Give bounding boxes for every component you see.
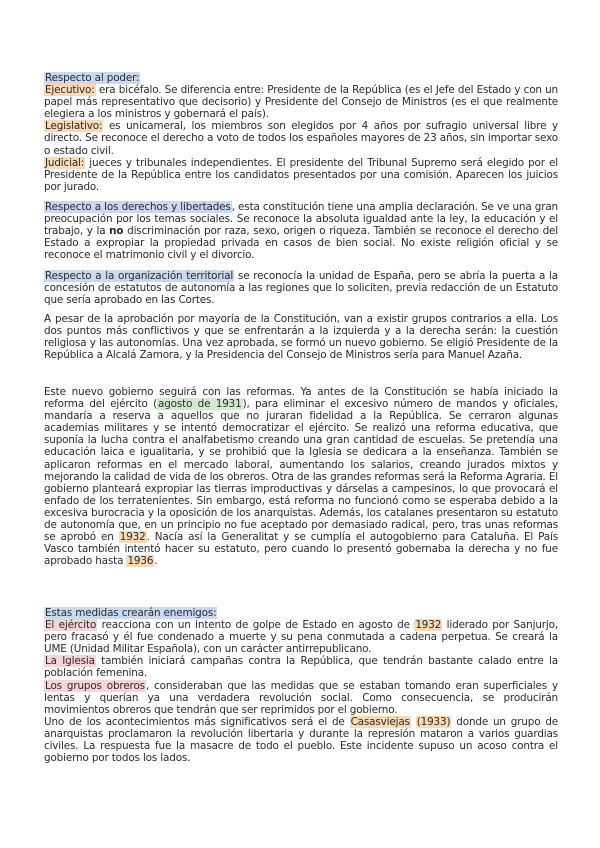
- text-judicial: jueces y tribunales independientes. El presidente del Tribunal Supremo será elegido por el Presidente de la República entre los candidatos presentados por una comisión. Aparecen los juicios por jurado.: [44, 156, 558, 193]
- section-enemies: [44, 607, 558, 764]
- section-territory: [44, 270, 558, 306]
- label-iglesia: La Iglesia: [45, 655, 95, 668]
- text-ejercito-b: liderado por Sanjurjo, pero fracasó y él fue condenado a muerte y su pena conmutada a cadena perpetua. Se creará la UME (Unidad Militar Española), con un carácter antirrepublicano.: [44, 619, 558, 656]
- label-legislativo: Legislativo:: [45, 120, 103, 133]
- section-heading-powers: Respecto al poder:: [45, 72, 140, 84]
- section-rights: [44, 201, 558, 261]
- text-reforms-b: ), para eliminar el excesivo número de mandos y oficiales, mandaría a reserva a aquellos que no juraran fidelidad a la República. Se cerraron algunas academias militares y se intentó democratizar el ejército. Se realizó una reforma educativa, que suponía la lucha contra el analfabetismo creando una gran cantidad de escuelas. Se pretendía una educación laica e igualitaria, y se prohibió que la Iglesia se dedicara a la enseñanza. También se aplicaron reformas en el mercado laboral, aumentando los salarios, creando jurados mixtos y mejorando la calidad de vida de los obreros. Otra de las grandes reformas será la Reforma Agraria. El gobierno planteará expropiar las tierras improductivas y dárselas a campesinos, lo que provocará el enfado de los terratenientes. Sin embargo, está reforma no funcionó como se esperaba debido a la excesiva burocracia y la oposición de los anarquistas. Además, los catalanes presentaron su estatuto de autonomía que, en un principio no fue aceptado por demasiado radical, pero, tras unas reformas se aprobó en: [44, 398, 559, 544]
- text-territorial: se reconocía la unidad de España, pero se abría la puerta a la concesión de estatutos de autonomía a las regiones que lo soliciten, previa redacción de un Estatuto que sería aprobado en las Cortes.: [44, 270, 558, 307]
- text-derechos-b: discriminación por raza, sexo, origen o riqueza. También se reconoce el derecho del Estado a expropiar la propiedad privada en casos de bien social. No existe religión oficial y se reconoce el matrimonio civil y el divorcio.: [44, 225, 559, 262]
- label-obreros: Los grupos obreros: [45, 679, 145, 692]
- label-derechos: Respecto a los derechos y libertades: [45, 201, 231, 213]
- text-derechos-a: , esta constitución tiene una amplia declaración. Se ve una gran preocupación por los temas sociales. Se reconoce la absoluta igualdad ante la ley, la educación y el trabajo, y la: [44, 201, 558, 238]
- text-casas-b: donde un grupo de anarquistas proclamaron la revolución libertaria y durante la represión mataron a varios guardias civiles. La respuesta fue la masacre de todo el pueblo. Este incidente supuso un acoso contra el gobierno por todos los lados.: [44, 715, 559, 765]
- text-legislativo: es unicameral, los miembros son elegidos por 4 años por sufragio universal libre y directo. Se reconoce el derecho a voto de todos los españoles mayores de 23 años, sin importar sexo o estado civil.: [44, 120, 558, 157]
- label-ejercito: El ejército: [45, 619, 97, 632]
- text-derechos-bold: no: [109, 225, 124, 238]
- text-obreros: , consideraban que las medidas que se estaban tomando eran superficiales y lentas y querían ya una verdadera revolución social. Como consecuencia, se producirán movimientos obreros que tendrán que ser reprimidos por el gobierno.: [44, 679, 558, 716]
- paragraph-constitution: A pesar de la aprobación por mayoría de la Constitución, van a existir grupos contrarios a ella. Los dos puntos más conflictivos y que se enfrentarán a la izquierda y a la derecha serán: la cuestión religiosa y las autonomías. Una vez aprobada, se formó un nuevo gobierno. Se eligió Presidente de la República a Alcalá Zamora, y la Presidencia del Consejo de Ministros sería para Manuel Azaña.: [44, 313, 558, 362]
- paragraph-reforms: [44, 386, 558, 567]
- text-casas-a: Uno de los acontecimientos más significativos será el de: [44, 715, 350, 728]
- text-ejercito-a: reacciona con un intento de golpe de Estado en agosto de: [97, 619, 415, 632]
- label-judicial: Judicial:: [45, 156, 85, 169]
- section-heading-enemies: Estas medidas crearán enemigos:: [45, 607, 217, 619]
- text-reforms-c: . Nacía así la Generalitat y se cumplía el autogobierno para Cataluña. El País Vasco también intentó hacer su estatuto, pero cuando lo presentó gobernaba la derecha y no fue aprobado hasta: [44, 531, 558, 568]
- text-reforms-a: Este nuevo gobierno seguirá con las reformas. Ya antes de la Constitución se había iniciado la reforma del ejército (: [44, 386, 558, 411]
- date-agosto-1931: agosto de 1931: [158, 398, 242, 411]
- label-ejecutivo: Ejecutivo:: [45, 84, 95, 97]
- date-1936: 1936: [127, 555, 154, 568]
- date-1932: 1932: [119, 531, 146, 544]
- label-casasviejas: Casasviejas: [350, 715, 410, 728]
- date-1932-golpe: 1932: [415, 619, 442, 632]
- text-ejecutivo: era bicéfalo. Se diferencia entre: Presidente de la República (es el Jefe del Estado y con un papel más representativo que decisorio) y Presidente del Consejo de Ministros (es el que realmente elegiera a los ministros y gobernará el país).: [44, 84, 558, 121]
- date-1933: (1933): [416, 715, 451, 728]
- text-iglesia: también iniciará campañas contra la República, que tendrán bastante calado entre la población femenina.: [44, 655, 558, 680]
- label-territorial: Respecto a la organización territorial: [45, 270, 234, 282]
- text-reforms-d: .: [154, 555, 158, 568]
- section-powers: [44, 72, 558, 193]
- text-casas-space: [411, 716, 416, 728]
